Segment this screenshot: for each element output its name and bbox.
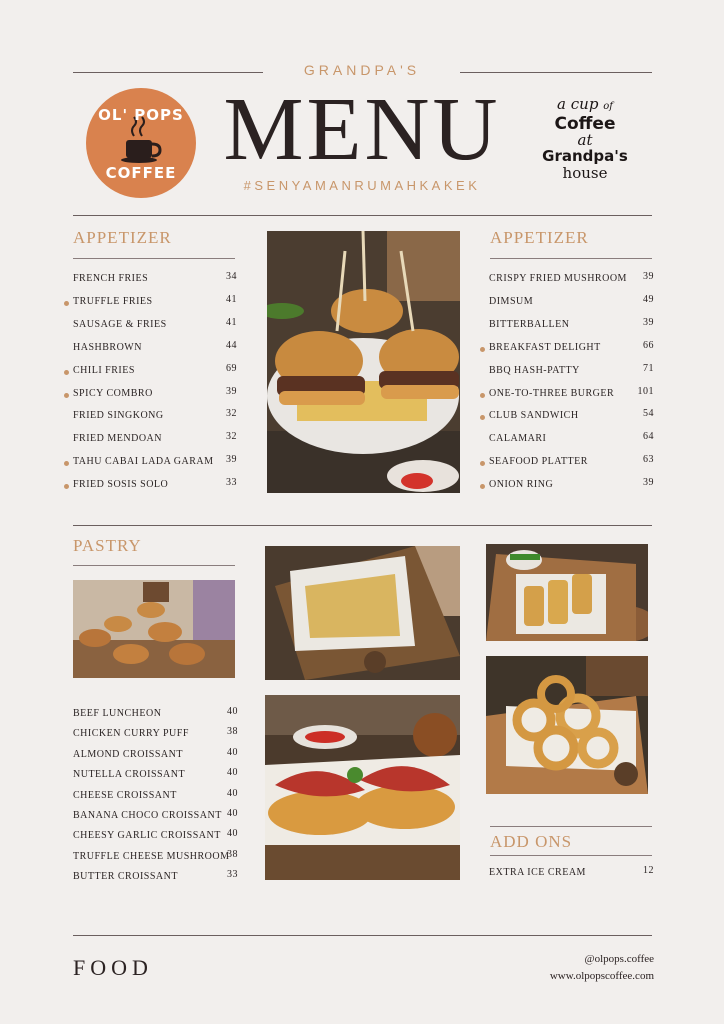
menu-item <box>73 479 237 495</box>
recommended-dot-icon <box>480 415 485 420</box>
section-title-pastry: PASTRY <box>73 536 142 555</box>
menu-item <box>73 316 237 335</box>
menu-item <box>489 456 654 472</box>
logo-text-bottom: COFFEE <box>105 164 177 182</box>
menu-item-price: 32 <box>226 431 237 443</box>
divider-bottom <box>73 935 652 936</box>
menu-item-name: FRENCH FRIES <box>73 273 149 284</box>
menu-item-name: BUTTER CROISSANT <box>73 871 178 883</box>
menu-item <box>73 830 238 846</box>
menu-item-price: 40 <box>227 746 238 758</box>
menu-item-price: 49 <box>643 293 654 305</box>
section-title-appetizer-right: APPETIZER <box>490 228 589 247</box>
menu-item <box>489 410 654 426</box>
menu-item-name: SEAFOOD PLATTER <box>489 456 588 468</box>
menu-item-name: ALMOND CROISSANT <box>73 748 183 760</box>
menu-item-price: 12 <box>643 865 654 876</box>
menu-item-name: CRISPY FRIED MUSHROOM <box>489 273 627 284</box>
menu-item-price: 39 <box>226 385 237 397</box>
recommended-dot-icon <box>480 393 485 398</box>
onion-ring-photo <box>486 656 648 794</box>
divider-top <box>73 215 652 216</box>
menu-item-price: 44 <box>226 339 237 351</box>
menu-item-name: NUTELLA CROISSANT <box>73 769 186 781</box>
menu-item-price: 41 <box>226 293 237 305</box>
divider-middle <box>73 525 652 526</box>
menu-item-price: 39 <box>226 454 237 466</box>
menu-item <box>73 769 238 785</box>
logo-text-top: OL' POPS <box>98 106 184 124</box>
menu-item <box>73 871 238 887</box>
menu-item-price: 39 <box>643 477 654 489</box>
tagline <box>540 96 630 181</box>
menu-item-name: FRIED SINGKONG <box>73 410 164 422</box>
menu-item-name: TAHU CABAI LADA GARAM <box>73 456 214 468</box>
menu-item-price: 40 <box>227 767 238 779</box>
recommended-dot-icon <box>64 461 69 466</box>
menu-item <box>489 385 654 404</box>
menu-item-name: BITTERBALLEN <box>489 318 570 330</box>
recommended-dot-icon <box>480 484 485 489</box>
section-rule <box>490 826 652 827</box>
menu-item-name: CALAMARI <box>489 433 547 445</box>
section-rule <box>73 565 235 566</box>
menu-item-price: 40 <box>227 828 238 840</box>
menu-item <box>73 362 237 381</box>
menu-item <box>73 787 238 806</box>
tagline-line1: a cup <box>557 95 599 113</box>
menu-item-name: BANANA CHOCO CROISSANT <box>73 810 222 821</box>
tagline-line3: at <box>577 131 593 149</box>
menu-item-price: 40 <box>227 787 238 799</box>
menu-item <box>73 385 237 404</box>
menu-item-name: SPICY COMBRO <box>73 387 153 399</box>
recommended-dot-icon <box>480 461 485 466</box>
burger-photo <box>267 231 460 493</box>
menu-item-price: 39 <box>643 271 654 282</box>
menu-item-price: 41 <box>226 316 237 328</box>
menu-item <box>489 433 654 449</box>
menu-item-price: 66 <box>643 339 654 351</box>
menu-item-name: BBQ HASH-PATTY <box>489 364 580 376</box>
menu-item <box>73 746 238 765</box>
menu-item-name: TRUFFLE CHEESE MUSHROOM <box>73 850 230 862</box>
tagline-line4: Grandpa's <box>542 147 628 165</box>
menu-item <box>73 339 237 358</box>
spring-roll-photo <box>486 544 648 641</box>
tagline-line5: house <box>562 164 608 182</box>
menu-item-price: 54 <box>643 408 654 420</box>
menu-item-price: 64 <box>643 431 654 443</box>
menu-item-price: 33 <box>227 869 238 881</box>
recommended-dot-icon <box>64 370 69 375</box>
menu-item-price: 38 <box>227 726 238 738</box>
instagram-handle: @olpops.coffee <box>584 953 654 965</box>
truffle-fries-photo <box>265 546 460 680</box>
menu-item-name: ONION RING <box>489 479 554 491</box>
page-title: MENU <box>223 80 501 179</box>
menu-item <box>73 848 238 867</box>
hashtag: #SENYAMANRUMAHKAKEK <box>243 178 481 193</box>
menu-item-price: 101 <box>637 385 654 397</box>
tagline-line1b: of <box>603 101 613 112</box>
menu-item <box>489 479 654 495</box>
recommended-dot-icon <box>64 484 69 489</box>
menu-item-price: 40 <box>227 706 238 717</box>
menu-item-name: CHICKEN CURRY PUFF <box>73 728 189 740</box>
section-rule <box>490 258 652 259</box>
menu-item-name: CHEESE CROISSANT <box>73 789 177 801</box>
menu-item-name: TRUFFLE FRIES <box>73 295 153 307</box>
brand-logo <box>86 88 196 198</box>
menu-item-price: 38 <box>227 848 238 860</box>
section-rule <box>73 258 235 259</box>
menu-item-price: 33 <box>226 477 237 489</box>
hash-patty-photo <box>265 695 460 880</box>
menu-item <box>73 728 238 744</box>
menu-item <box>73 456 237 472</box>
menu-item <box>489 273 654 289</box>
menu-item-price: 71 <box>643 362 654 374</box>
menu-item-price: 39 <box>643 316 654 328</box>
menu-item <box>73 433 237 449</box>
section-title-appetizer-left: APPETIZER <box>73 228 172 247</box>
croissant-photo <box>73 580 235 678</box>
section-rule <box>490 855 652 856</box>
menu-item-name: ONE-TO-THREE BURGER <box>489 387 615 399</box>
menu-item-name: CLUB SANDWICH <box>489 410 579 422</box>
menu-item <box>489 362 654 381</box>
menu-item-price: 32 <box>226 408 237 420</box>
menu-item <box>489 316 654 335</box>
menu-item <box>73 410 237 426</box>
menu-item-name: FRIED MENDOAN <box>73 433 162 445</box>
menu-item-name: BEEF LUNCHEON <box>73 708 162 719</box>
menu-item-price: 69 <box>226 362 237 374</box>
recommended-dot-icon <box>64 301 69 306</box>
menu-item-price: 34 <box>226 271 237 282</box>
menu-item-name: EXTRA ICE CREAM <box>489 867 586 878</box>
menu-item <box>489 867 654 883</box>
recommended-dot-icon <box>480 347 485 352</box>
menu-item-price: 40 <box>227 808 238 819</box>
website-link: www.olpopscoffee.com <box>549 970 654 982</box>
menu-item-price: 63 <box>643 454 654 466</box>
menu-item <box>73 273 237 289</box>
menu-item-name: CHILI FRIES <box>73 364 135 376</box>
menu-item-name: FRIED SOSIS SOLO <box>73 479 169 491</box>
menu-item <box>489 339 654 358</box>
section-title-add-ons: ADD ONS <box>490 832 573 851</box>
tagline-line2: Coffee <box>554 114 616 134</box>
menu-item <box>73 293 237 312</box>
restaurant-subtitle: GRANDPA'S <box>303 62 421 78</box>
footer-category-label: FOOD <box>73 955 153 980</box>
menu-item-name: CHEESY GARLIC CROISSANT <box>73 830 221 842</box>
menu-item-name: HASHBROWN <box>73 341 142 353</box>
recommended-dot-icon <box>64 393 69 398</box>
menu-item-name: BREAKFAST DELIGHT <box>489 341 601 353</box>
menu-item <box>73 708 238 724</box>
menu-item-name: SAUSAGE & FRIES <box>73 318 167 330</box>
menu-item <box>489 293 654 312</box>
menu-item <box>73 810 238 826</box>
menu-item-name: DIMSUM <box>489 295 534 307</box>
